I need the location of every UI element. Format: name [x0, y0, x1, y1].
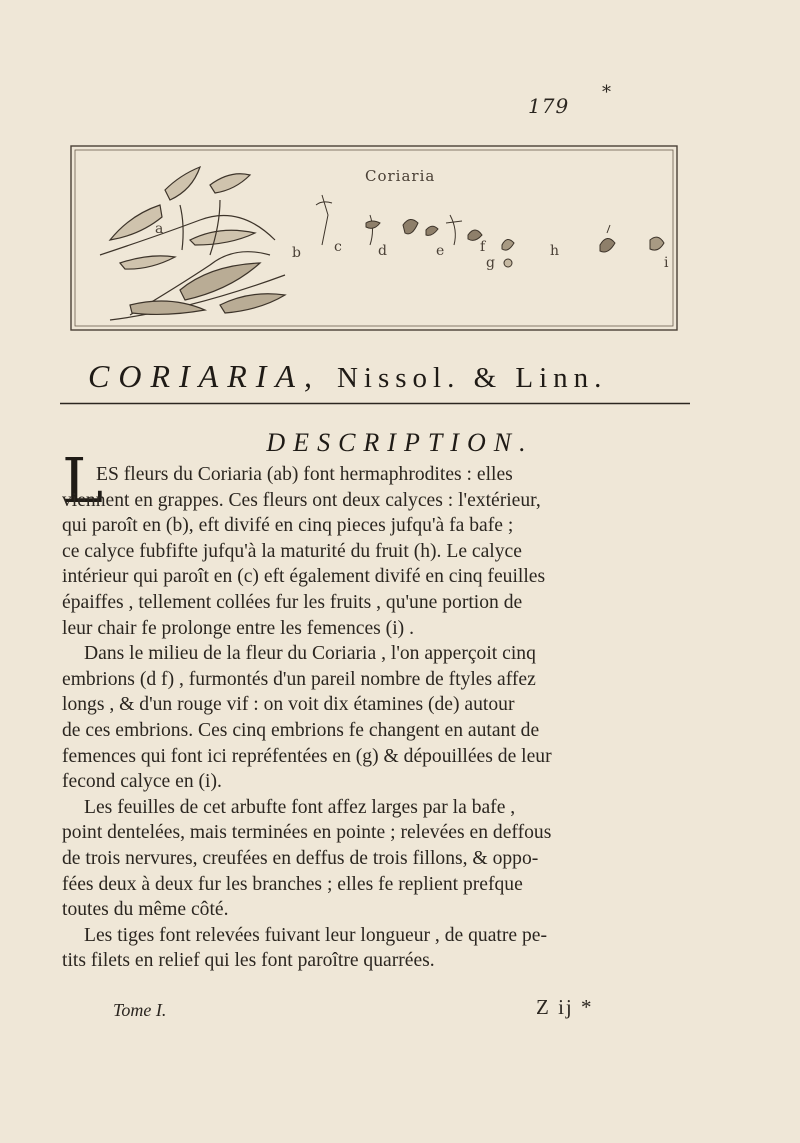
figure-label-g: g: [486, 255, 495, 271]
branch-drawing: [100, 167, 285, 320]
text-line: femences qui font ici repréfentées en (g) & dépouillées de leur: [62, 745, 552, 767]
text-line: Les feuilles de cet arbufte font affez larges par la bafe ,: [84, 796, 516, 818]
text-line: fées deux à deux fur les branches ; elles fe replient prefque: [62, 873, 523, 895]
drop-cap: L: [62, 444, 104, 517]
text-line: fecond calyce en (i).: [62, 771, 222, 793]
text-line: ce calyce fubfifte jufqu'à la maturité du fruit (h). Le calyce: [62, 540, 522, 562]
figure-label-b: b: [292, 245, 301, 261]
plate-title: Coriaria: [365, 167, 436, 185]
text-line: ES fleurs du Coriaria (ab) font hermaphrodites : elles: [96, 464, 513, 485]
signature-mark: Z ij *: [536, 995, 594, 1019]
title-authors: Nissol. & Linn.: [336, 362, 608, 394]
text-line: Les tiges font relevées fuivant leur longueur , de quatre pe-: [84, 924, 547, 946]
text-line: tits filets en relief qui les font paroître quarrées.: [62, 950, 435, 972]
figure-label-i: i: [664, 255, 669, 271]
text-line: de trois nervures, creufées en deffus de trois fillons, & oppo-: [62, 847, 539, 869]
text-line: qui paroît en (b), eft divifé en cinq pieces jufqu'à fa bafe ;: [62, 515, 514, 537]
genus-name: CORIARIA,: [88, 358, 321, 394]
figure-label-c: c: [334, 239, 342, 255]
main-title: [88, 358, 708, 395]
description-text: [62, 462, 700, 974]
text-line: leur chair fe prolonge entre les femences (i) .: [62, 617, 414, 639]
text-line: longs , & d'un rouge vif : on voit dix étamines (de) autour: [62, 694, 515, 716]
figure-label-h: h: [550, 243, 560, 259]
text-line: épaiffes , tellement collées fur les fruits , qu'une portion de: [62, 591, 523, 613]
text-line: toutes du même côté.: [62, 899, 229, 921]
text-line: embrions (d f) , furmontés d'un pareil nombre de ftyles affez: [62, 668, 536, 690]
title-rule: [60, 402, 690, 405]
text-line: de ces embrions. Ces cinq embrions fe changent en autant de: [62, 719, 540, 741]
figure-label-a: a: [155, 221, 164, 237]
text-line: Dans le milieu de la fleur du Coriaria , l'on apperçoit cinq: [84, 643, 536, 665]
text-line: viennent en grappes. Ces fleurs ont deux calyces : l'extérieur,: [62, 489, 541, 511]
section-heading: DESCRIPTION.: [266, 428, 534, 457]
figure-label-d: d: [378, 243, 387, 259]
figure-label-e: e: [436, 243, 445, 259]
page-number: 179: [528, 94, 570, 118]
page-mark: *: [602, 82, 611, 103]
volume-label: Tome I.: [113, 1000, 167, 1020]
figure-label-f: f: [480, 239, 486, 255]
text-line: point dentelées, mais terminées en pointe ; relevées en deffous: [62, 822, 552, 844]
botanical-plate: [70, 145, 678, 331]
text-line: intérieur qui paroît en (c) eft également divifé en cinq feuilles: [62, 566, 546, 588]
